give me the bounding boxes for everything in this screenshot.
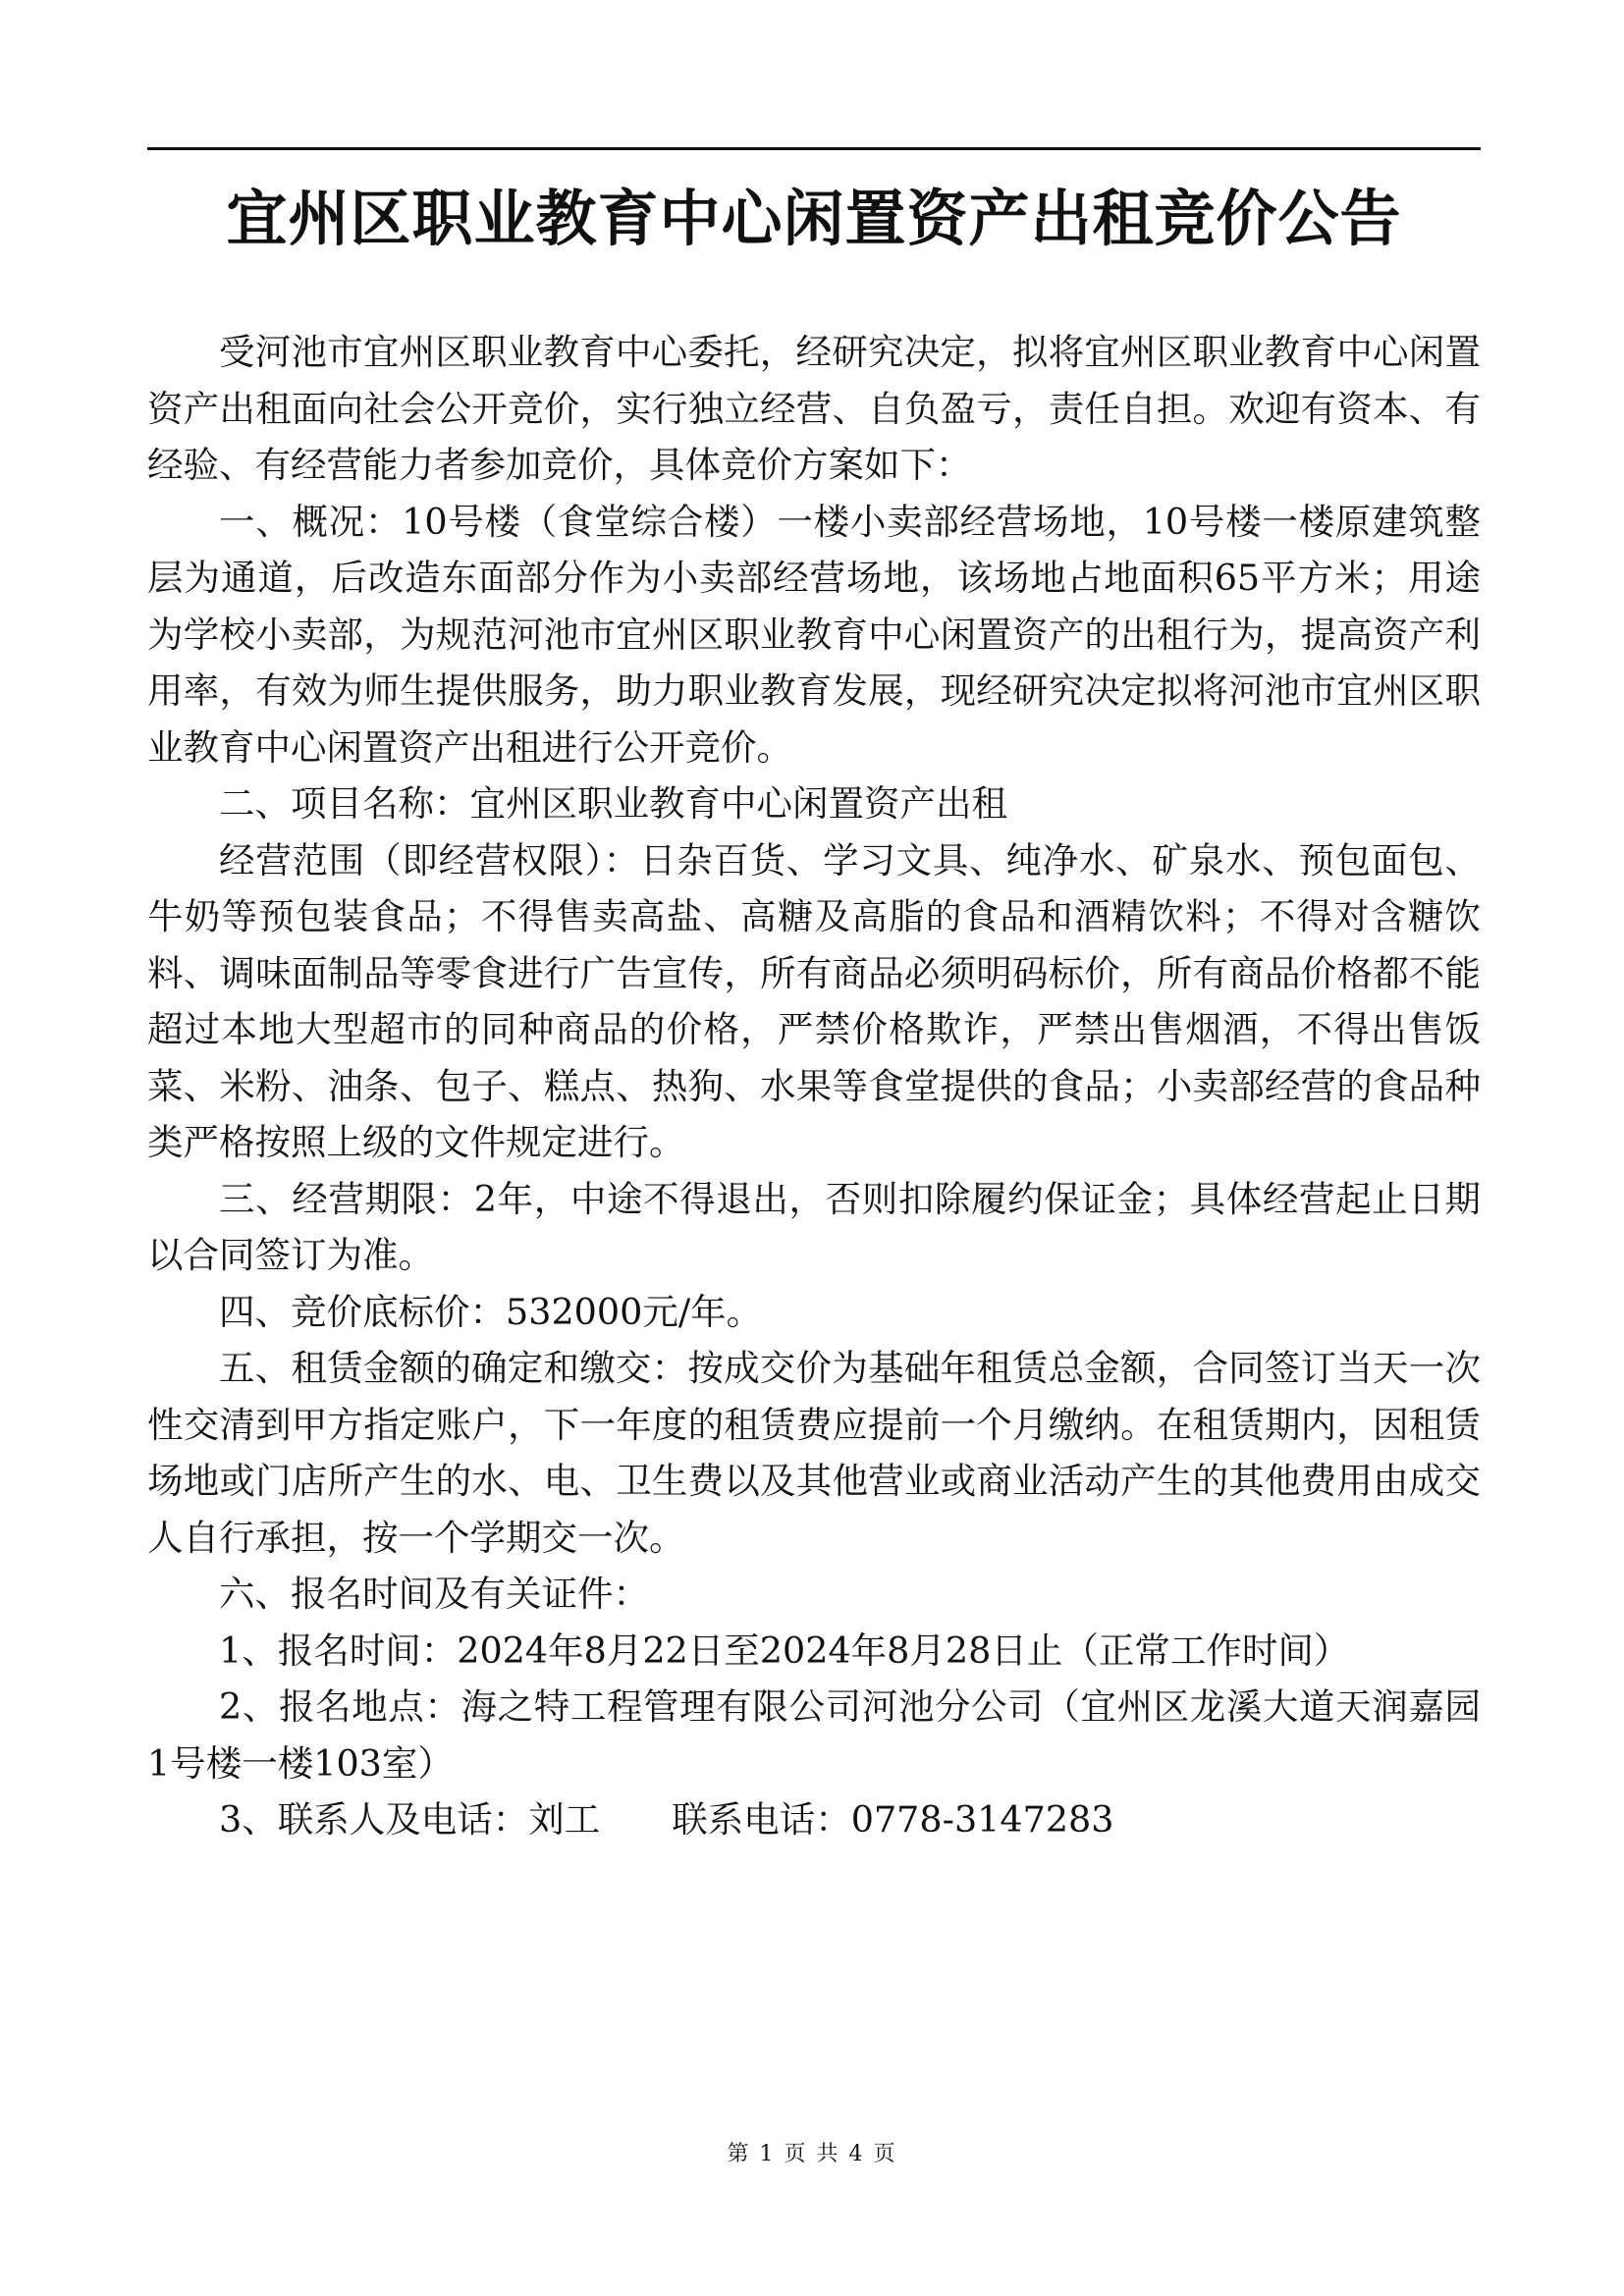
contact-info: 3、联系人及电话：刘工 联系电话：0778-3147283: [219, 1798, 1114, 1841]
section-base-price: 四、竞价底标价：532000元/年。: [219, 1290, 763, 1333]
document-body: [147, 324, 1481, 1848]
header-rule: [147, 147, 1481, 150]
intro-paragraph: 受河池市宜州区职业教育中心委托，经研究决定，拟将宜州区职业教育中心闲置资产出租面向社会公开竞价，实行独立经营、自负盈亏，责任自担。欢迎有资本、有经验、有经营能力者参加竞价，具体竞价方案如下：: [147, 331, 1481, 486]
document-title: 宜州区职业教育中心闲置资产出租竞价公告: [226, 183, 1402, 254]
section-project-name: 二、项目名称：宜州区职业教育中心闲置资产出租: [219, 782, 1007, 825]
registration-time: 1、报名时间：2024年8月22日至2024年8月28日止（正常工作时间）: [219, 1629, 1350, 1672]
section-overview: 一、概况：10号楼（食堂综合楼）一楼小卖部经营场地，10号楼一楼原建筑整层为通道，后改造东面部分作为小卖部经营场地，该场地占地面积65平方米；用途为学校小卖部，为规范河池市宜州区职业教育中心闲置资产的出租行为，提高资产利用率，有效为师生提供服务，助力职业教育发展，现经研究决定拟将河池市宜州区职业教育中心闲置资产出租进行公开竞价。: [147, 500, 1481, 769]
section-term: 三、经营期限：2年，中途不得退出，否则扣除履约保证金；具体经营起止日期以合同签订为准。: [147, 1177, 1481, 1276]
page-number-footer: 第 1 页 共 4 页: [727, 2142, 897, 2166]
section-registration: 六、报名时间及有关证件：: [219, 1573, 649, 1615]
section-rent-payment: 五、租赁金额的确定和缴交：按成交价为基础年租赁总金额，合同签订当天一次性交清到甲方指定账户，下一年度的租赁费应提前一个月缴纳。在租赁期内，因租赁场地或门店所产生的水、电、卫生费以及其他营业或商业活动产生的其他费用由成交人自行承担，按一个学期交一次。: [147, 1347, 1481, 1559]
registration-location: 2、报名地点：海之特工程管理有限公司河池分公司（宜州区龙溪大道天润嘉园1号楼一楼103室）: [147, 1685, 1481, 1785]
section-business-scope: 经营范围（即经营权限）：日杂百货、学习文具、纯净水、矿泉水、预包面包、牛奶等预包装食品；不得售卖高盐、高糖及高脂的食品和酒精饮料；不得对含糖饮料、调味面制品等零食进行广告宣传，所有商品必须明码标价，所有商品价格都不能超过本地大型超市的同种商品的价格，严禁价格欺诈，严禁出售烟酒，不得出售饭菜、米粉、油条、包子、糕点、热狗、水果等食堂提供的食品；小卖部经营的食品种类严格按照上级的文件规定进行。: [147, 838, 1481, 1163]
